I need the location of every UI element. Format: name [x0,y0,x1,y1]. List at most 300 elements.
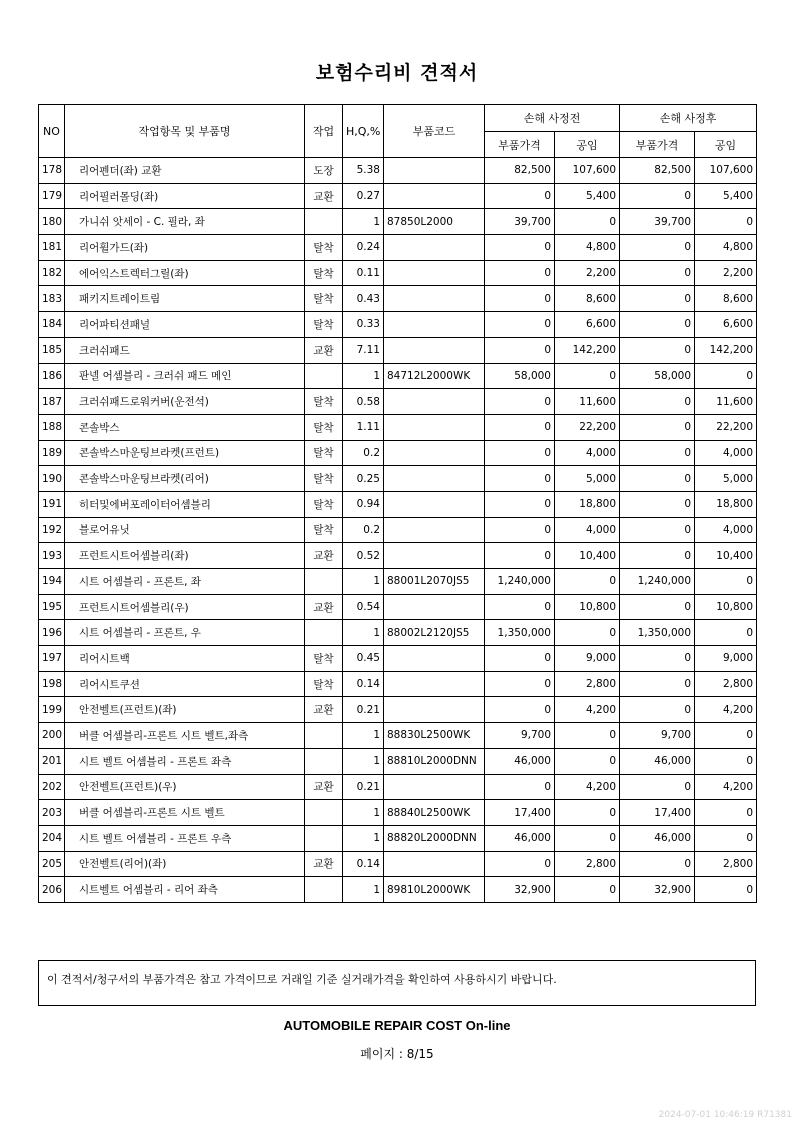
cell-before-labor: 2,800 [555,851,620,877]
table-row [39,825,757,851]
cell-no: 178 [39,158,65,184]
cell-before-labor: 0 [555,620,620,646]
cell-after-labor: 0 [695,620,757,646]
cell-before-labor: 0 [555,363,620,389]
cell-before-part-price: 0 [485,414,555,440]
cell-part-code [384,851,485,877]
cell-work: 탈착 [305,517,343,543]
cell-item-name: 시트벨트 어셈블리 - 리어 좌측 [65,877,305,903]
cell-no: 191 [39,491,65,517]
cell-after-part-price: 0 [620,235,695,261]
cell-before-part-price: 0 [485,260,555,286]
cell-part-code: 87850L2000 [384,209,485,235]
header-item: 작업항목 및 부품명 [65,105,305,158]
table-row [39,158,757,184]
cell-hq: 0.54 [343,594,384,620]
cell-after-labor: 142,200 [695,337,757,363]
cell-after-labor: 0 [695,723,757,749]
cell-before-part-price: 0 [485,517,555,543]
cell-after-part-price: 46,000 [620,748,695,774]
cell-work [305,209,343,235]
cell-before-part-price: 1,240,000 [485,569,555,595]
cell-before-part-price: 0 [485,543,555,569]
cell-after-labor: 2,800 [695,851,757,877]
cell-work [305,825,343,851]
cell-before-labor: 2,800 [555,671,620,697]
cell-after-part-price: 0 [620,286,695,312]
cell-hq: 0.27 [343,183,384,209]
cell-after-part-price: 9,700 [620,723,695,749]
cell-hq: 0.14 [343,851,384,877]
cell-hq: 0.25 [343,466,384,492]
table-row [39,183,757,209]
cell-work [305,569,343,595]
cell-after-part-price: 1,350,000 [620,620,695,646]
cell-no: 179 [39,183,65,209]
cell-work: 탈착 [305,646,343,672]
cell-after-labor: 10,800 [695,594,757,620]
cell-no: 197 [39,646,65,672]
cell-before-part-price: 0 [485,774,555,800]
cell-work: 교환 [305,543,343,569]
cell-before-part-price: 39,700 [485,209,555,235]
cell-before-labor: 4,000 [555,517,620,543]
cell-after-part-price: 0 [620,517,695,543]
table-row [39,491,757,517]
cell-no: 205 [39,851,65,877]
cell-hq: 5.38 [343,158,384,184]
cell-after-part-price: 0 [620,671,695,697]
cell-before-labor: 9,000 [555,646,620,672]
cell-item-name: 시트 벨트 어셈블리 - 프론트 우측 [65,825,305,851]
cell-no: 187 [39,389,65,415]
cell-after-labor: 18,800 [695,491,757,517]
cell-before-labor: 142,200 [555,337,620,363]
cell-no: 200 [39,723,65,749]
cell-no: 202 [39,774,65,800]
cell-before-labor: 4,000 [555,440,620,466]
cell-before-part-price: 32,900 [485,877,555,903]
cell-after-labor: 0 [695,800,757,826]
cell-part-code [384,491,485,517]
cell-after-labor: 4,200 [695,774,757,800]
cell-part-code [384,286,485,312]
cell-part-code [384,337,485,363]
cell-item-name: 리어펜더(좌) 교환 [65,158,305,184]
cell-item-name: 시트 벨트 어셈블리 - 프론트 좌측 [65,748,305,774]
cell-before-part-price: 0 [485,671,555,697]
cell-hq: 0.45 [343,646,384,672]
cell-item-name: 히터및에버포레이터어셈블리 [65,491,305,517]
cell-after-part-price: 0 [620,851,695,877]
cell-part-code [384,697,485,723]
cell-hq: 7.11 [343,337,384,363]
cell-item-name: 콘솔박스 [65,414,305,440]
cell-item-name: 크러쉬패드 [65,337,305,363]
cell-item-name: 리어시트쿠션 [65,671,305,697]
cell-part-code [384,774,485,800]
cell-work [305,800,343,826]
cell-hq: 0.21 [343,774,384,800]
cell-before-part-price: 1,350,000 [485,620,555,646]
cell-no: 206 [39,877,65,903]
cell-part-code: 88840L2500WK [384,800,485,826]
cell-before-labor: 5,400 [555,183,620,209]
cell-item-name: 블로어유닛 [65,517,305,543]
cell-part-code [384,235,485,261]
header-before: 손해 사정전 [485,105,620,132]
cell-before-part-price: 0 [485,286,555,312]
cell-before-labor: 2,200 [555,260,620,286]
cell-item-name: 리어필러몰딩(좌) [65,183,305,209]
cell-before-labor: 0 [555,569,620,595]
table-row [39,800,757,826]
cell-before-labor: 0 [555,800,620,826]
table-row [39,312,757,338]
cell-work: 교환 [305,337,343,363]
cell-item-name: 에어익스트렉터그릴(좌) [65,260,305,286]
cell-no: 193 [39,543,65,569]
cell-after-labor: 0 [695,825,757,851]
cell-item-name: 패키지트레이트림 [65,286,305,312]
cell-before-labor: 8,600 [555,286,620,312]
cell-hq: 1 [343,800,384,826]
cell-part-code [384,183,485,209]
cell-item-name: 리어휠가드(좌) [65,235,305,261]
cell-after-part-price: 0 [620,466,695,492]
cell-before-labor: 4,200 [555,697,620,723]
cell-no: 190 [39,466,65,492]
cell-no: 186 [39,363,65,389]
cell-hq: 1 [343,620,384,646]
cell-before-part-price: 0 [485,851,555,877]
cell-no: 180 [39,209,65,235]
cell-after-labor: 4,200 [695,697,757,723]
cell-item-name: 가니쉬 앗세이 - C. 필라, 좌 [65,209,305,235]
table-row [39,748,757,774]
header-before-labor: 공임 [555,132,620,158]
cell-part-code: 88002L2120JS5 [384,620,485,646]
timestamp-watermark: 2024-07-01 10:46:19 R71381 [658,1110,792,1120]
cell-after-labor: 0 [695,748,757,774]
cell-after-part-price: 0 [620,414,695,440]
table-row [39,235,757,261]
cell-after-labor: 6,600 [695,312,757,338]
cell-work: 교환 [305,183,343,209]
document-title: 보험수리비 견적서 [315,62,479,84]
cell-after-part-price: 39,700 [620,209,695,235]
cell-after-labor: 0 [695,363,757,389]
table-row [39,671,757,697]
table-row [39,389,757,415]
cell-before-labor: 5,000 [555,466,620,492]
table-row [39,594,757,620]
cell-before-part-price: 0 [485,594,555,620]
cell-part-code [384,543,485,569]
cell-after-part-price: 0 [620,337,695,363]
cell-before-part-price: 82,500 [485,158,555,184]
cell-before-labor: 18,800 [555,491,620,517]
cell-work: 탈착 [305,286,343,312]
cell-part-code: 89810L2000WK [384,877,485,903]
cell-hq: 1 [343,825,384,851]
cell-before-part-price: 0 [485,440,555,466]
cell-after-labor: 4,000 [695,517,757,543]
cell-before-labor: 10,800 [555,594,620,620]
cell-after-part-price: 46,000 [620,825,695,851]
cell-before-part-price: 0 [485,235,555,261]
cell-work: 교환 [305,697,343,723]
cell-item-name: 판넬 어셈블리 - 크러쉬 패드 메인 [65,363,305,389]
table-row [39,851,757,877]
cell-before-labor: 0 [555,748,620,774]
cell-item-name: 프런트시트어셈블리(좌) [65,543,305,569]
cell-after-part-price: 0 [620,183,695,209]
cell-after-labor: 5,000 [695,466,757,492]
table-row [39,337,757,363]
cell-part-code [384,389,485,415]
cell-hq: 0.11 [343,260,384,286]
cell-after-part-price: 32,900 [620,877,695,903]
cell-after-labor: 0 [695,569,757,595]
cell-part-code [384,671,485,697]
footer-title: AUTOMOBILE REPAIR COST On-line [283,1018,511,1033]
cell-no: 183 [39,286,65,312]
cell-before-labor: 0 [555,877,620,903]
header-no: NO [39,105,65,158]
page-number: 페이지 : 8/15 [360,1047,434,1061]
cell-after-labor: 5,400 [695,183,757,209]
cell-hq: 1 [343,209,384,235]
cell-part-code [384,594,485,620]
cell-work: 탈착 [305,671,343,697]
cell-work [305,363,343,389]
header-before-part-price: 부품가격 [485,132,555,158]
table-row [39,646,757,672]
cell-item-name: 버클 어셈블리-프론트 시트 벨트 [65,800,305,826]
cell-part-code [384,517,485,543]
table-row [39,260,757,286]
cell-after-part-price: 0 [620,260,695,286]
cell-after-labor: 22,200 [695,414,757,440]
cell-before-part-price: 17,400 [485,800,555,826]
header-work: 작업 [305,105,343,158]
cell-no: 184 [39,312,65,338]
cell-work: 탈착 [305,466,343,492]
cell-work: 탈착 [305,235,343,261]
cell-hq: 0.21 [343,697,384,723]
cell-hq: 0.24 [343,235,384,261]
header-after-labor: 공임 [695,132,757,158]
cell-no: 203 [39,800,65,826]
cell-part-code [384,466,485,492]
cell-no: 192 [39,517,65,543]
cell-before-part-price: 58,000 [485,363,555,389]
cell-after-part-price: 1,240,000 [620,569,695,595]
cell-after-part-price: 0 [620,543,695,569]
table-row [39,877,757,903]
cell-after-part-price: 58,000 [620,363,695,389]
cell-no: 204 [39,825,65,851]
cell-after-part-price: 17,400 [620,800,695,826]
cell-before-part-price: 0 [485,697,555,723]
cell-item-name: 콘솔박스마운팅브라켓(프런트) [65,440,305,466]
cell-part-code [384,158,485,184]
cell-work: 탈착 [305,260,343,286]
cell-work: 교환 [305,774,343,800]
header-hq: H,Q,% [343,105,384,158]
cell-part-code: 88830L2500WK [384,723,485,749]
cell-before-labor: 10,400 [555,543,620,569]
cell-part-code: 88001L2070JS5 [384,569,485,595]
cell-work: 탈착 [305,389,343,415]
cell-hq: 0.14 [343,671,384,697]
cell-no: 185 [39,337,65,363]
cell-before-part-price: 9,700 [485,723,555,749]
cell-work: 교환 [305,851,343,877]
cell-before-part-price: 0 [485,312,555,338]
table-body [39,158,757,903]
cell-hq: 1 [343,723,384,749]
cell-after-labor: 8,600 [695,286,757,312]
cell-work: 교환 [305,594,343,620]
cell-before-labor: 4,800 [555,235,620,261]
cell-no: 194 [39,569,65,595]
cell-before-part-price: 0 [485,389,555,415]
header-after: 손해 사정후 [620,105,757,132]
cell-no: 195 [39,594,65,620]
cell-after-labor: 4,800 [695,235,757,261]
table-row [39,569,757,595]
table-row [39,286,757,312]
cell-hq: 1 [343,569,384,595]
table-row [39,466,757,492]
cell-work: 탈착 [305,312,343,338]
cell-item-name: 리어시트백 [65,646,305,672]
cell-hq: 1 [343,877,384,903]
cell-work [305,620,343,646]
cell-before-labor: 4,200 [555,774,620,800]
table-row [39,517,757,543]
table-row [39,723,757,749]
cell-item-name: 시트 어셈블리 - 프론트, 좌 [65,569,305,595]
cell-before-labor: 11,600 [555,389,620,415]
estimate-table [38,104,757,903]
notice-box: 이 견적서/청구서의 부품가격은 참고 가격이므로 거래일 기준 실거래가격을 확인하여 사용하시기 바랍니다. [38,960,756,1006]
cell-no: 196 [39,620,65,646]
cell-before-part-price: 46,000 [485,748,555,774]
cell-after-part-price: 0 [620,312,695,338]
cell-no: 198 [39,671,65,697]
cell-before-part-price: 0 [485,646,555,672]
cell-no: 181 [39,235,65,261]
cell-item-name: 크러쉬패드로워커버(운전석) [65,389,305,415]
cell-hq: 0.2 [343,517,384,543]
cell-part-code: 84712L2000WK [384,363,485,389]
cell-no: 201 [39,748,65,774]
cell-item-name: 안전벨트(프런트)(우) [65,774,305,800]
cell-before-part-price: 0 [485,491,555,517]
cell-no: 188 [39,414,65,440]
cell-hq: 1 [343,748,384,774]
cell-after-part-price: 0 [620,491,695,517]
header-code: 부품코드 [384,105,485,158]
cell-item-name: 리어파티션패널 [65,312,305,338]
table-row [39,209,757,235]
table-row [39,363,757,389]
cell-work: 탈착 [305,414,343,440]
cell-before-labor: 0 [555,723,620,749]
cell-before-part-price: 46,000 [485,825,555,851]
table-row [39,697,757,723]
cell-work: 탈착 [305,491,343,517]
cell-after-part-price: 0 [620,440,695,466]
cell-hq: 0.94 [343,491,384,517]
cell-after-labor: 4,000 [695,440,757,466]
cell-item-name: 프런트시트어셈블리(우) [65,594,305,620]
cell-hq: 0.58 [343,389,384,415]
cell-no: 189 [39,440,65,466]
cell-hq: 1.11 [343,414,384,440]
cell-after-part-price: 82,500 [620,158,695,184]
cell-item-name: 콘솔박스마운팅브라켓(리어) [65,466,305,492]
cell-part-code [384,646,485,672]
cell-work [305,748,343,774]
cell-part-code: 88820L2000DNN [384,825,485,851]
cell-item-name: 버클 어셈블리-프론트 시트 벨트,좌측 [65,723,305,749]
cell-hq: 0.52 [343,543,384,569]
cell-part-code [384,440,485,466]
cell-after-part-price: 0 [620,774,695,800]
cell-after-labor: 0 [695,877,757,903]
cell-item-name: 안전벨트(프런트)(좌) [65,697,305,723]
cell-hq: 0.2 [343,440,384,466]
cell-before-labor: 22,200 [555,414,620,440]
cell-work [305,723,343,749]
cell-work: 탈착 [305,440,343,466]
cell-after-labor: 107,600 [695,158,757,184]
cell-hq: 1 [343,363,384,389]
cell-after-labor: 0 [695,209,757,235]
table-row [39,620,757,646]
cell-part-code [384,414,485,440]
table-row [39,414,757,440]
table-row [39,440,757,466]
cell-after-labor: 11,600 [695,389,757,415]
cell-after-part-price: 0 [620,697,695,723]
cell-before-part-price: 0 [485,183,555,209]
cell-part-code [384,260,485,286]
cell-before-part-price: 0 [485,337,555,363]
cell-after-part-price: 0 [620,389,695,415]
cell-before-labor: 6,600 [555,312,620,338]
cell-before-labor: 107,600 [555,158,620,184]
cell-before-labor: 0 [555,825,620,851]
cell-after-labor: 2,200 [695,260,757,286]
table-row [39,543,757,569]
cell-item-name: 안전벨트(리어)(좌) [65,851,305,877]
cell-no: 182 [39,260,65,286]
cell-before-part-price: 0 [485,466,555,492]
cell-after-labor: 10,400 [695,543,757,569]
cell-item-name: 시트 어셈블리 - 프론트, 우 [65,620,305,646]
cell-work: 도장 [305,158,343,184]
cell-after-labor: 2,800 [695,671,757,697]
cell-part-code: 88810L2000DNN [384,748,485,774]
cell-hq: 0.33 [343,312,384,338]
table-row [39,774,757,800]
header-after-part-price: 부품가격 [620,132,695,158]
